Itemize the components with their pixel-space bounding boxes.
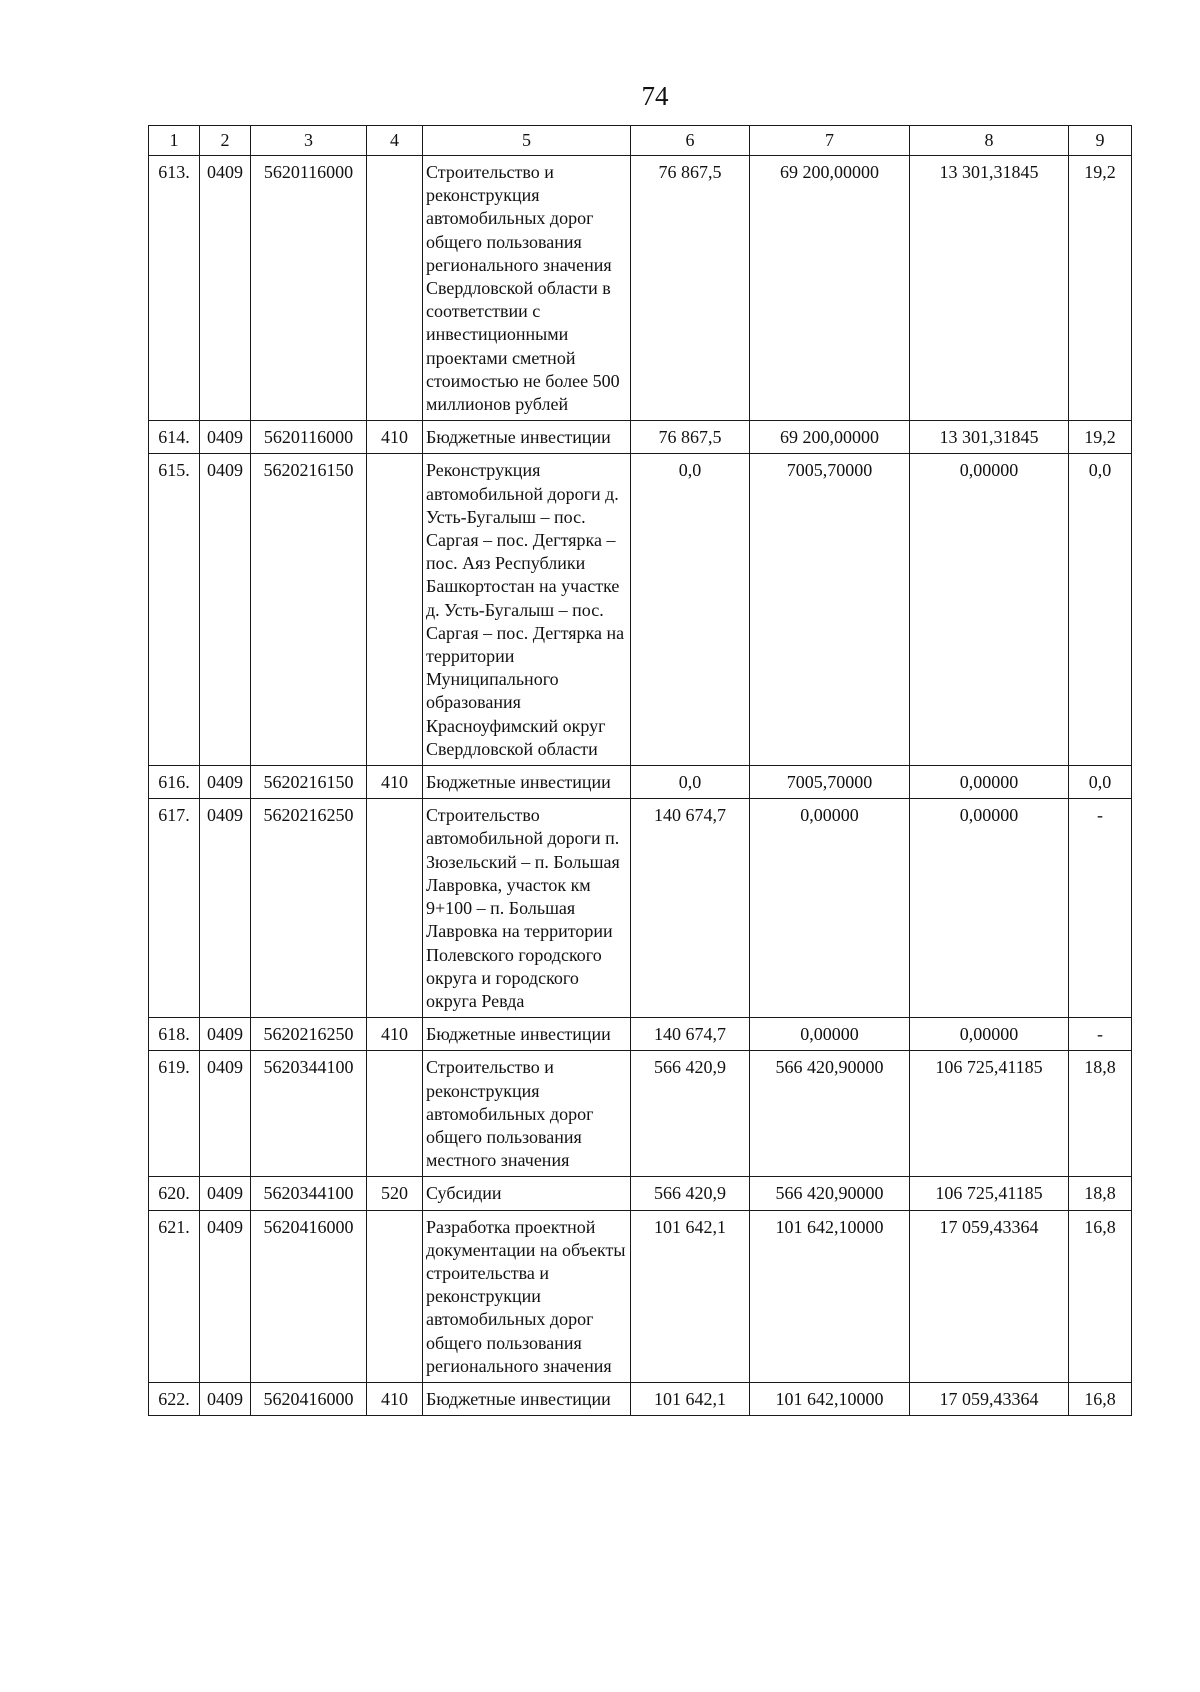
expense-code — [367, 156, 423, 421]
expense-code — [367, 799, 423, 1018]
item-name: Бюджетные инвестиции — [423, 421, 631, 454]
item-name: Бюджетные инвестиции — [423, 766, 631, 799]
executed-amount: 0,00000 — [910, 1018, 1069, 1051]
plan-amount: 566 420,9 — [631, 1177, 750, 1210]
section-code: 0409 — [200, 799, 251, 1018]
table-row — [149, 421, 1132, 454]
column-header: 1 — [149, 126, 200, 156]
item-name: Субсидии — [423, 1177, 631, 1210]
target-code: 5620116000 — [251, 156, 367, 421]
section-code: 0409 — [200, 1018, 251, 1051]
execution-percent: 18,8 — [1069, 1051, 1132, 1177]
expense-code — [367, 1051, 423, 1177]
expense-code: 410 — [367, 421, 423, 454]
row-number: 622. — [149, 1382, 200, 1415]
row-number: 618. — [149, 1018, 200, 1051]
row-number: 616. — [149, 766, 200, 799]
amended-amount: 0,00000 — [750, 1018, 910, 1051]
amended-amount: 566 420,90000 — [750, 1051, 910, 1177]
row-number: 613. — [149, 156, 200, 421]
execution-percent: 0,0 — [1069, 766, 1132, 799]
amended-amount: 0,00000 — [750, 799, 910, 1018]
item-name: Разработка проектной документации на объекты строительства и реконструкции автомобильных дорог общего пользования регионального значения — [423, 1210, 631, 1382]
execution-percent: 19,2 — [1069, 156, 1132, 421]
plan-amount: 140 674,7 — [631, 1018, 750, 1051]
expense-code: 410 — [367, 1018, 423, 1051]
executed-amount: 17 059,43364 — [910, 1382, 1069, 1415]
expense-code — [367, 454, 423, 766]
executed-amount: 0,00000 — [910, 454, 1069, 766]
column-header: 8 — [910, 126, 1069, 156]
execution-percent: 16,8 — [1069, 1382, 1132, 1415]
target-code: 5620216150 — [251, 766, 367, 799]
target-code: 5620416000 — [251, 1210, 367, 1382]
column-header: 7 — [750, 126, 910, 156]
amended-amount: 7005,70000 — [750, 454, 910, 766]
table-row — [149, 1051, 1132, 1177]
section-code: 0409 — [200, 1177, 251, 1210]
execution-percent: - — [1069, 799, 1132, 1018]
amended-amount: 7005,70000 — [750, 766, 910, 799]
item-name: Реконструкция автомобильной дороги д. Усть-Бугалыш – пос. Саргая – пос. Дегтярка – пос. Аяз Республики Башкортостан на участке д. Усть-Бугалыш – пос. Саргая – пос. Дегтярка на территории Муниципального образования Красноуфимский округ Свердловской области — [423, 454, 631, 766]
column-header: 3 — [251, 126, 367, 156]
column-header: 9 — [1069, 126, 1132, 156]
page-number: 74 — [641, 81, 669, 111]
amended-amount: 101 642,10000 — [750, 1210, 910, 1382]
table-row — [149, 1177, 1132, 1210]
table-row — [149, 1018, 1132, 1051]
target-code: 5620344100 — [251, 1177, 367, 1210]
table-row — [149, 799, 1132, 1018]
table-row — [149, 1382, 1132, 1415]
section-code: 0409 — [200, 766, 251, 799]
column-header: 2 — [200, 126, 251, 156]
target-code: 5620216250 — [251, 1018, 367, 1051]
executed-amount: 17 059,43364 — [910, 1210, 1069, 1382]
plan-amount: 101 642,1 — [631, 1382, 750, 1415]
expense-code: 520 — [367, 1177, 423, 1210]
budget-table — [148, 125, 1132, 1416]
target-code: 5620116000 — [251, 421, 367, 454]
expense-code: 410 — [367, 1382, 423, 1415]
row-number: 615. — [149, 454, 200, 766]
target-code: 5620416000 — [251, 1382, 367, 1415]
target-code: 5620216150 — [251, 454, 367, 766]
table-row — [149, 766, 1132, 799]
item-name: Строительство и реконструкция автомобильных дорог общего пользования регионального значения Свердловской области в соответствии с инвестиционными проектами сметной стоимостью не более 500 миллионов рублей — [423, 156, 631, 421]
plan-amount: 0,0 — [631, 454, 750, 766]
item-name: Строительство и реконструкция автомобильных дорог общего пользования местного значения — [423, 1051, 631, 1177]
section-code: 0409 — [200, 1051, 251, 1177]
section-code: 0409 — [200, 1382, 251, 1415]
executed-amount: 106 725,41185 — [910, 1051, 1069, 1177]
column-header: 5 — [423, 126, 631, 156]
expense-code: 410 — [367, 766, 423, 799]
item-name: Бюджетные инвестиции — [423, 1382, 631, 1415]
expense-code — [367, 1210, 423, 1382]
section-code: 0409 — [200, 454, 251, 766]
table-row — [149, 156, 1132, 421]
execution-percent: 19,2 — [1069, 421, 1132, 454]
row-number: 617. — [149, 799, 200, 1018]
header-row — [149, 126, 1132, 156]
amended-amount: 566 420,90000 — [750, 1177, 910, 1210]
execution-percent: 0,0 — [1069, 454, 1132, 766]
plan-amount: 140 674,7 — [631, 799, 750, 1018]
section-code: 0409 — [200, 421, 251, 454]
section-code: 0409 — [200, 1210, 251, 1382]
amended-amount: 69 200,00000 — [750, 156, 910, 421]
row-number: 619. — [149, 1051, 200, 1177]
section-code: 0409 — [200, 156, 251, 421]
executed-amount: 0,00000 — [910, 766, 1069, 799]
item-name: Бюджетные инвестиции — [423, 1018, 631, 1051]
amended-amount: 69 200,00000 — [750, 421, 910, 454]
row-number: 621. — [149, 1210, 200, 1382]
table-row — [149, 454, 1132, 766]
execution-percent: 18,8 — [1069, 1177, 1132, 1210]
execution-percent: 16,8 — [1069, 1210, 1132, 1382]
plan-amount: 101 642,1 — [631, 1210, 750, 1382]
plan-amount: 76 867,5 — [631, 421, 750, 454]
plan-amount: 76 867,5 — [631, 156, 750, 421]
row-number: 614. — [149, 421, 200, 454]
plan-amount: 566 420,9 — [631, 1051, 750, 1177]
executed-amount: 0,00000 — [910, 799, 1069, 1018]
executed-amount: 13 301,31845 — [910, 156, 1069, 421]
target-code: 5620216250 — [251, 799, 367, 1018]
column-header: 4 — [367, 126, 423, 156]
execution-percent: - — [1069, 1018, 1132, 1051]
row-number: 620. — [149, 1177, 200, 1210]
item-name: Строительство автомобильной дороги п. Зюзельский – п. Большая Лавровка, участок км 9+100 – п. Большая Лавровка на территории Полевского городского округа и городского округа Ревда — [423, 799, 631, 1018]
executed-amount: 106 725,41185 — [910, 1177, 1069, 1210]
target-code: 5620344100 — [251, 1051, 367, 1177]
amended-amount: 101 642,10000 — [750, 1382, 910, 1415]
table-row — [149, 1210, 1132, 1382]
column-header: 6 — [631, 126, 750, 156]
plan-amount: 0,0 — [631, 766, 750, 799]
executed-amount: 13 301,31845 — [910, 421, 1069, 454]
